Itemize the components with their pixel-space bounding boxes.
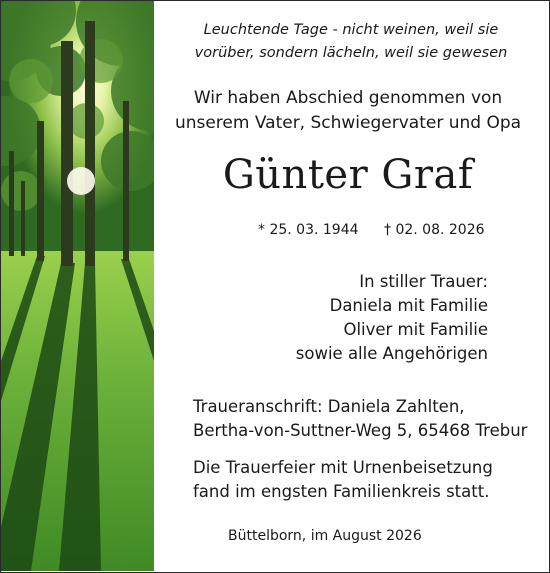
ceremony-line-1: Die Trauerfeier mit Urnenbeisetzung bbox=[193, 458, 493, 477]
notice-text bbox=[154, 0, 549, 573]
mourners-line-1: In stiller Trauer: bbox=[359, 272, 488, 291]
forest-photo bbox=[1, 1, 154, 571]
address-line-1: Traueranschrift: Daniela Zahlten, bbox=[193, 397, 465, 416]
mourners-line-2: Daniela mit Familie bbox=[329, 296, 488, 315]
death-date: † 02. 08. 2026 bbox=[384, 222, 485, 238]
deceased-name: Günter Graf bbox=[222, 152, 474, 198]
forest-illustration bbox=[1, 1, 154, 571]
intro-line-2: unserem Vater, Schwiegervater und Opa bbox=[174, 113, 522, 133]
verse-line-2: vorüber, sondern lächeln, weil sie gewesen bbox=[194, 45, 508, 61]
intro-line-1: Wir haben Abschied genommen von bbox=[193, 88, 503, 108]
address-line-2: Bertha-von-Suttner-Weg 5, 65468 Trebur bbox=[193, 421, 528, 440]
mourners-line-3: Oliver mit Familie bbox=[343, 320, 488, 339]
ceremony-line-2: fand im engsten Familienkreis statt. bbox=[193, 482, 490, 501]
verse-line-1: Leuchtende Tage - nicht weinen, weil sie bbox=[203, 22, 499, 38]
birth-date: * 25. 03. 1944 bbox=[258, 222, 359, 238]
mourners-line-4: sowie alle Angehörigen bbox=[295, 344, 488, 363]
place-date: Büttelborn, im August 2026 bbox=[228, 528, 422, 544]
